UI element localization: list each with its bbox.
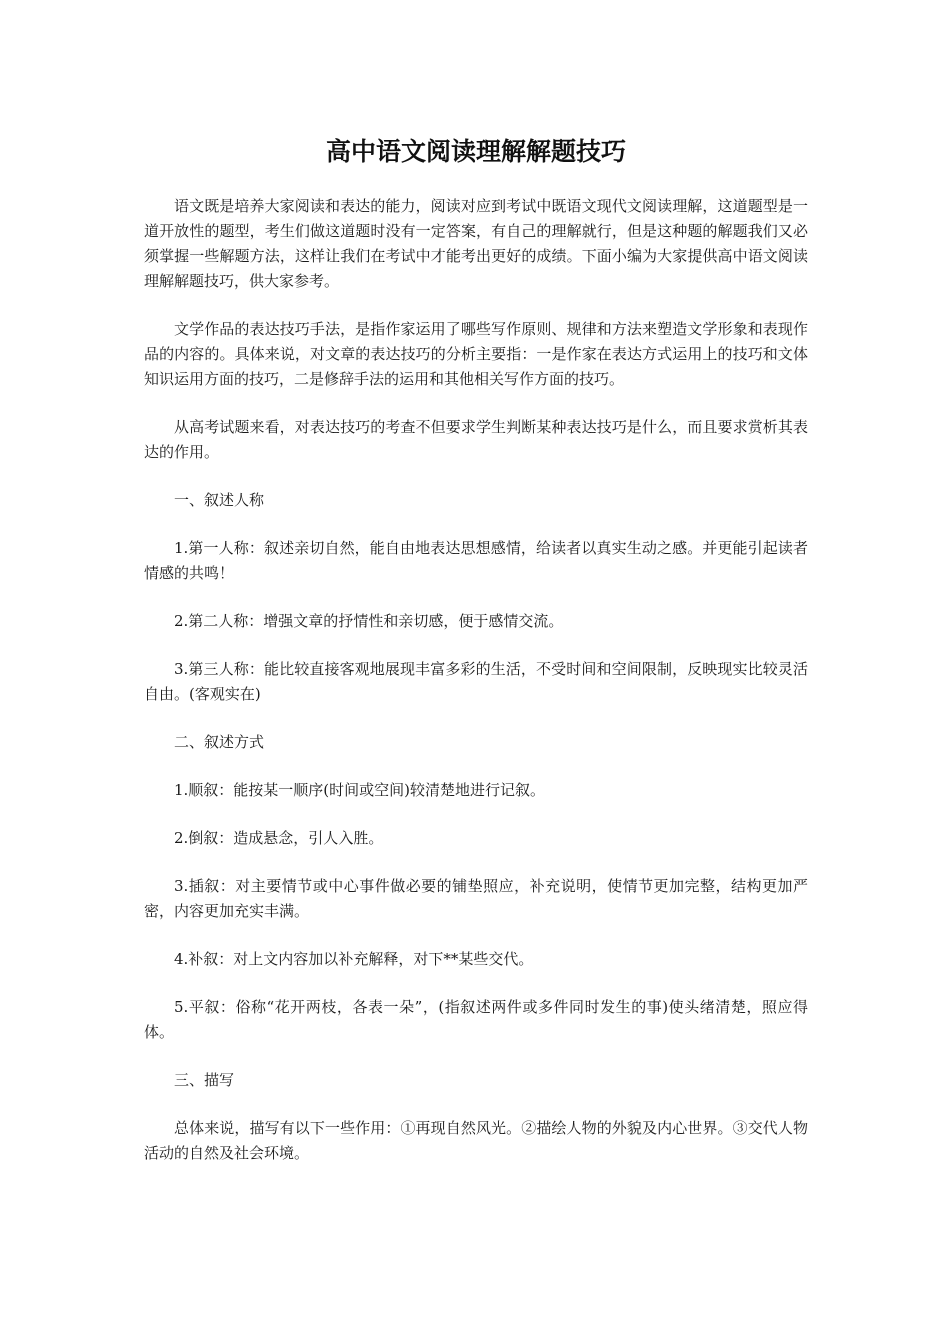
list-item: 2.倒叙：造成悬念，引人入胜。 — [174, 829, 384, 847]
list-item: 1.顺叙：能按某一顺序(时间或空间)较清楚地进行记叙。 — [174, 781, 546, 799]
section-heading: 三、描写 — [174, 1071, 235, 1089]
list-item: 5.平叙：俗称“花开两枝，各表一朵”，(指叙述两件或多件同时发生的事)使头绪清楚，照应得体。 — [144, 998, 808, 1041]
list-item: 2.第二人称：增强文章的抒情性和亲切感，便于感情交流。 — [174, 612, 564, 630]
intro-paragraph: 语文既是培养大家阅读和表达的能力，阅读对应到考试中既语文现代文阅读理解，这道题型是一道开放性的题型，考生们做这道题时没有一定答案，有自己的理解就行，但是这种题的解题我们又必须掌握一些解题方法，这样让我们在考试中才能考出更好的成绩。下面小编为大家提供高中语文阅读理解解题技巧，供大家参考。 — [144, 197, 808, 290]
list-item: 1.第一人称：叙述亲切自然，能自由地表达思想感情，给读者以真实生动之感。并更能引起读者情感的共鸣！ — [144, 539, 808, 582]
list-item: 4.补叙：对上文内容加以补充解释，对下**某些交代。 — [174, 950, 534, 968]
document-title: 高中语文阅读理解解题技巧 — [325, 137, 626, 166]
document-page — [144, 0, 808, 1166]
section-heading: 二、叙述方式 — [174, 733, 265, 751]
list-item: 3.第三人称：能比较直接客观地展现丰富多彩的生活，不受时间和空间限制，反映现实比较灵活自由。(客观实在) — [144, 660, 808, 703]
list-item: 3.插叙：对主要情节或中心事件做必要的铺垫照应，补充说明，使情节更加完整，结构更加严密，内容更加充实丰满。 — [144, 877, 808, 920]
body-paragraph: 从高考试题来看，对表达技巧的考查不但要求学生判断某种表达技巧是什么，而且要求赏析其表达的作用。 — [144, 418, 808, 461]
body-paragraph: 文学作品的表达技巧手法，是指作家运用了哪些写作原则、规律和方法来塑造文学形象和表现作品的内容的。具体来说，对文章的表达技巧的分析主要指：一是作家在表达方式运用上的技巧和文体知识运用方面的技巧，二是修辞手法的运用和其他相关写作方面的技巧。 — [144, 320, 808, 388]
body-paragraph: 总体来说，描写有以下一些作用：①再现自然风光。②描绘人物的外貌及内心世界。③交代人物活动的自然及社会环境。 — [144, 1119, 808, 1162]
section-heading: 一、叙述人称 — [174, 491, 265, 509]
